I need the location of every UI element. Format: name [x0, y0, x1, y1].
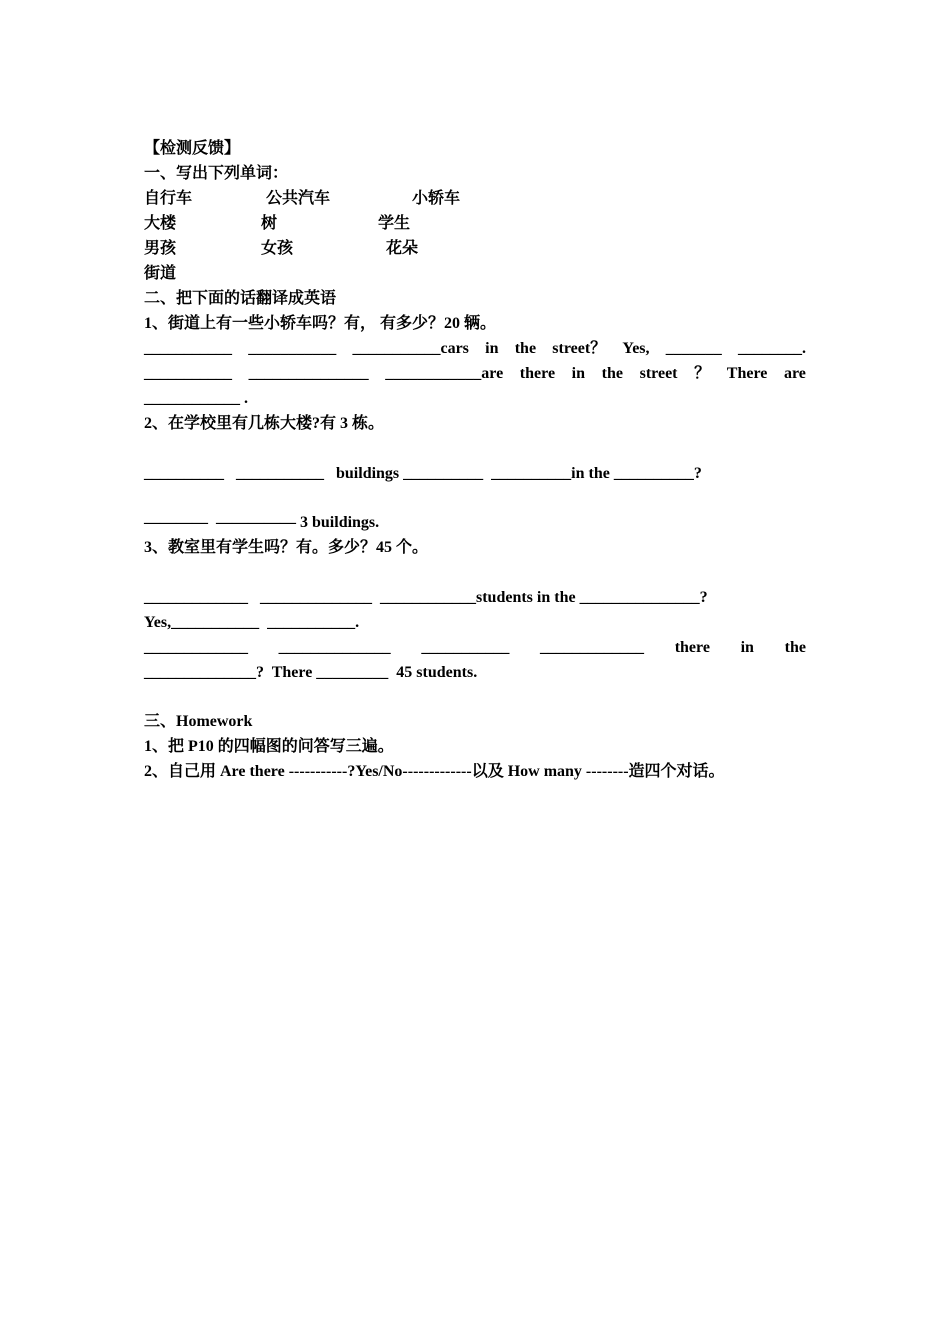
q1-answer-line-2: [144, 364, 806, 384]
q3-answer-line-2: Yes,___________ ___________.: [144, 614, 360, 631]
blank: _______________: [248, 365, 369, 382]
word-building: 大楼: [144, 215, 177, 232]
answer-word: Yes,: [622, 340, 650, 357]
section2-title: 二、把下面的话翻译成英语: [144, 290, 337, 307]
homework-item-2: 2、自己用 Are there -----------?Yes/No-------------以及 How many --------造四个对话。: [144, 763, 725, 780]
word-tree: 树: [261, 215, 278, 232]
section3-title: 三、Homework: [144, 713, 253, 730]
answer-word: are: [783, 365, 806, 382]
word-street: 街道: [144, 265, 177, 282]
answer-word: there: [519, 365, 556, 382]
section1-title: 一、写出下列单词：: [144, 165, 289, 182]
answer-word: in: [740, 639, 754, 656]
blank: ___________: [248, 340, 337, 357]
answer-word: the: [784, 639, 806, 656]
feedback-heading: 【检测反馈】: [144, 140, 241, 157]
q3-answer-line-3: [144, 638, 806, 658]
answer-word: in: [571, 365, 586, 382]
answer-word: there: [674, 639, 710, 656]
answer-word: ___________cars: [352, 340, 469, 357]
word-girl: 女孩: [261, 240, 294, 257]
q2-prompt: 2、在学校里有几栋大楼?有 3 栋。: [144, 415, 385, 432]
word-bus: 公共汽车: [266, 190, 331, 207]
q3-prompt: 3、教室里有学生吗？有。多少？45 个。: [144, 539, 429, 556]
q1-prompt: 1、街道上有一些小轿车吗？有， 有多少？20 辆。: [144, 315, 497, 332]
word-boy: 男孩: [144, 240, 177, 257]
blank: ___________: [421, 639, 510, 656]
blank: _______: [665, 340, 722, 357]
q3-answer-line-4: ______________? There _________ 45 students.: [144, 664, 478, 681]
blank: ___________: [144, 340, 232, 357]
q1-answer-line-1: [144, 339, 806, 359]
blank: ________.: [738, 340, 806, 357]
q1-answer-line-3: ____________ .: [144, 390, 248, 407]
word-flower: 花朵: [386, 240, 419, 257]
homework-item-1: 1、把 P10 的四幅图的问答写三遍。: [144, 738, 394, 755]
q2-answer-line-2: ———— ————— 3 buildings.: [144, 514, 380, 531]
answer-word: in: [485, 340, 499, 357]
blank: _____________: [540, 639, 645, 656]
word-student: 学生: [378, 215, 411, 232]
answer-word: street: [639, 365, 678, 382]
blank: ___________: [144, 365, 232, 382]
answer-word: the: [514, 340, 537, 357]
answer-word: There: [726, 365, 768, 382]
word-bicycle: 自行车: [144, 190, 193, 207]
q2-answer-line-1: __________ ___________ buildings __________ __________in the __________?: [144, 465, 702, 482]
q3-answer-line-1: _____________ ______________ ____________students in the _______________?: [144, 589, 708, 606]
blank: ______________: [278, 639, 391, 656]
word-car: 小轿车: [412, 190, 461, 207]
blank: _____________: [144, 639, 248, 656]
answer-word: street？: [552, 340, 607, 357]
answer-word: ____________are: [385, 365, 504, 382]
answer-word: ？: [694, 365, 711, 382]
answer-word: the: [601, 365, 623, 382]
